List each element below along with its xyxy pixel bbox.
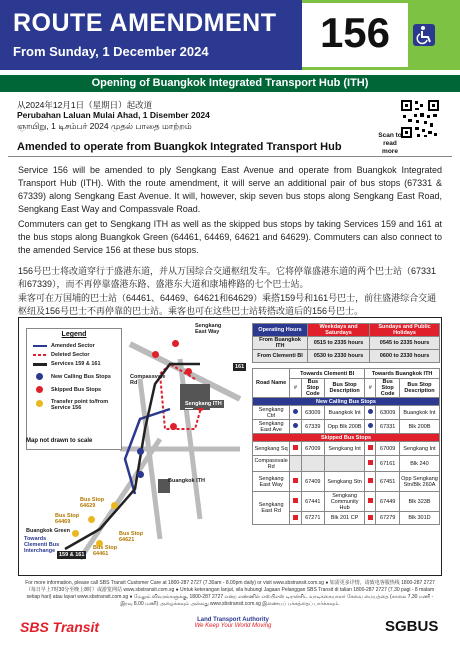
skip-r1-code-a [301,456,325,472]
stops-col-hash-a: # [290,379,301,398]
skip-r0-code-b: 67009 [376,442,400,456]
new-r0-desc-a: Buangkok Int [325,406,365,420]
bus-stop-icon [293,409,298,414]
label-stop-64469: Bus Stop 64469 [55,513,80,525]
hours-r0-c1: 0515 to 2335 hours [308,337,370,350]
skipped-stops-section: Skipped Bus Stops [253,434,440,442]
scale-note: Map not drawn to scale [26,438,93,444]
stops-col-code-b: Bus Stop Code [376,379,400,398]
page-title: ROUTE AMENDMENT [13,9,277,37]
legend-new-stops: New Calling Bus Stops [51,374,111,380]
bus-stop-icon [368,423,373,428]
hours-head-1: Weekdays and Saturdays [308,324,370,337]
skipped-stop-marker [152,351,159,358]
bus-stop-icon [293,515,298,520]
lta-logo [188,617,278,629]
skip-r2-desc-a: Sengkang Stn [325,472,365,492]
new-r0-code-a: 63009 [301,406,325,420]
skip-r3-code-b: 67449 [376,492,400,512]
header [0,0,460,70]
new-stops-section: New Calling Bus Stops [253,398,440,406]
new-r1-code-a: 67339 [301,420,325,434]
english-paragraph-2: Commuters can get to Sengkang ITH as well as the skipped bus stops by taking Services 159 and 161 at the bus stops along Buangkok Green (64461, 64469, 64621 and 64629). Commuters can also connect to the amended Service 156 at these bus stops. [18,219,442,255]
hours-r1-c1: 0530 to 2330 hours [308,350,370,363]
header-title-panel [0,0,302,70]
tamil-date-line: ஞாயிறு, 1 டிசம்பர் 2024 முதல் பாதை மாற்றம் [17,121,192,131]
skip-r0-desc-b: Sengkang Int [399,442,439,456]
hours-r1-c0: From Clementi BI [253,350,308,363]
amendment-headline: Amended to operate from Buangkok Integrated Transport Hub [17,141,342,153]
bus-stop-icon [368,409,373,414]
service-number-box [302,0,408,70]
stops-col-desc-b: Bus Stop Description [399,379,439,398]
hours-r0-c2: 0545 to 2335 hours [370,337,440,350]
sgbus-logo-text: SGBUS [385,618,439,635]
chinese-paragraph-2: 乘客可在万国埔的巴士站（64461、64469、64621和64629）乘搭159号和161号巴士，前往盛港综合交通枢纽及156号巴士不再停靠的巴士站。乘客也可在这些巴士站转搭改道后的156号巴士。 [18,293,437,316]
legend-amended: Amended Sector [51,343,95,349]
table-row [253,406,440,420]
legend-transfer: Transfer point to/from Service 156 [51,399,109,411]
operating-hours-table [252,323,440,363]
effective-date: From Sunday, 1 December 2024 [13,44,209,59]
hours-head-0: Operating Hours [253,324,308,337]
sbs-logo-text: SBS Transit [20,619,100,635]
skip-r2-road: Sengkang East Way [253,472,290,492]
badge-159-161: 159 & 161 [59,552,85,558]
stops-col-hash-b: # [365,379,376,398]
label-buangkok-green: Buangkok Green [26,528,71,534]
label-stop-64461: Bus Stop 64461 [93,545,118,557]
skip-r0-road: Sengkang Sq [253,442,290,456]
malay-date-line: Perubahan Laluan Mulai Ahad, 1 Disember 2024 [17,110,210,120]
skip-r1-road: Compassvale Rd [254,457,288,470]
stops-col-desc-a: Bus Stop Description [325,379,365,398]
opening-banner: Opening of Buangkok Integrated Transport Hub (ITH) [0,75,460,92]
skip-r2-code-b: 67451 [376,472,400,492]
bus-stop-icon [368,460,373,465]
legend-deleted: Deleted Sector [51,352,90,358]
label-sengkang-east-way: Sengkang East Way [195,323,222,335]
transfer-point-marker [88,516,95,523]
skip-r3-desc-a: Sengkang Community Hub [325,492,365,512]
new-r1-desc-b: Blk 200B [399,420,439,434]
contact-info: For more information, please call SBS Transit Customer Care at 1800-287 2727 (7.30am - 8.00pm daily) or visit www.sbstransit.com.sg ● 如需更多详情，请致电客服热线 1800-287 2727 （每日早上7时30分至晚上8时）或游览网站 www.sbstransit.com.sg ● Untuk keterangan lanjut, sila hubungi Jagaan Pelanggan SBS Transit di talian 1800-287 2727 (7.30 pagi - 8 malam setiap hari) atau layari www.sbstransit.com.sg ● மேலும் விவரங்களுக்கு, 1800-287 2727 என்ற எண்ணில் எஸ்பிஎஸ் டிரான்சிட் வாடிக்கையாளர் சேவை மையத்தை (காலை 7.30 மணி - இரவு 8.00 மணி) அழைக்கவும் அல்லது www.sbstransit.com.sg இணையப் பக்கத்தைப் பார்க்கவும். [25,580,435,607]
skip-r3-desc-b: Blk 323B [399,492,439,512]
divider [8,156,452,157]
new-r1-code-b: 67331 [376,420,400,434]
lta-name: Land Transport Authority [197,617,269,623]
skip-r0-code-a: 67009 [301,442,325,456]
bus-stop-icon [368,515,373,520]
label-compassvale: Compassvale Rd [130,374,166,386]
legend-skipped-stops: Skipped Bus Stops [51,387,102,393]
stops-col-code-a: Bus Stop Code [301,379,325,398]
label-sengkang-ith: Sengkang ITH [185,401,222,407]
skip-r4-desc-b: Blk 301D [399,512,439,525]
hours-r0-c0: From Buangkok ITH [253,337,308,350]
towards-buangkok-head: Towards Buangkok ITH [365,369,440,379]
towards-clementi-head: Towards Clementi BI [290,369,365,379]
legend-swatch-services [33,363,47,366]
skipped-stop-marker [185,368,192,375]
bus-stop-icon [293,445,298,450]
table-row [253,456,440,472]
chinese-paragraph-1: 156号巴士将改道穿行于盛港东道，并从万国综合交通枢纽发车。它将停靠盛港东道的两个巴士站（67331和67339），而不再停靠盛港东路、盛港东大道和康埔桦路的七个巴士站。 [18,266,437,289]
legend-swatch-amended [33,345,47,347]
wheelchair-icon [413,24,435,46]
table-row [253,492,440,512]
sgbus-logo [385,618,438,635]
skipped-stop-marker [172,340,179,347]
stops-col-road: Road Name [253,369,290,398]
skip-r2-desc-b: Opp Sengkang Stn/Blk 260A [399,472,439,492]
new-r1-road: Sengkang East Ave [253,420,290,434]
new-stop-marker [137,471,144,478]
skip-r0-desc-a: Sengkang Int [325,442,365,456]
skip-r3-code-a: 67441 [301,492,325,512]
english-paragraph-1: Service 156 will be amended to ply Sengkang East Avenue and operate from Buangkok Integrated Transport Hub (ITH). With the route amendment, it will serve an additional pair of bus stops (67331 & 67339) along Sengkang East Avenue. It will, however, skip seven bus stops along Sengkang East Road, Sengkang East Way and Compassvale Road. [18,165,442,214]
skip-r4-code-b: 67279 [376,512,400,525]
skip-r4-desc-a: Blk 201 CP [325,512,365,525]
bus-stop-icon [293,423,298,428]
skip-r1-code-b: 67161 [376,456,400,472]
label-stop-64621: Bus Stop 64621 [119,531,144,543]
sbs-transit-logo [20,619,99,635]
map-legend [26,328,122,450]
lta-tagline: We Keep Your World Moving [194,623,272,629]
skip-r3-road: Sengkang East Rd [253,492,290,525]
skip-r1-desc-b: Blk 240 [399,456,439,472]
bus-stops-table [252,368,440,525]
badge-161: 161 [235,364,245,370]
table-row [253,420,440,434]
transfer-point-marker [72,530,79,537]
bus-stop-icon [368,478,373,483]
new-r0-road: Sengkang Ctrl [253,406,290,420]
legend-swatch-deleted [33,354,47,356]
bus-stop-icon [368,498,373,503]
table-row [253,442,440,456]
skipped-stop-marker [170,423,177,430]
new-stop-marker [137,448,144,455]
scan-label: Scan to read more [378,132,402,155]
legend-services: Services 159 & 161 [51,361,101,367]
label-stop-64629: Bus Stop 64629 [80,497,105,509]
legend-title: Legend [61,331,87,338]
chinese-date-line: 从2024年12月1日（星期日）起改道 [17,100,153,110]
new-r0-code-b: 63009 [376,406,400,420]
new-r0-desc-b: Buangkok Int [399,406,439,420]
hours-head-2: Sundays and Public Holidays [370,324,440,337]
legend-transfer-icon [36,400,43,407]
skip-r4-code-a: 67271 [301,512,325,525]
transfer-point-marker [111,502,118,509]
label-towards-clementi: Towards Clementi Bus Interchange [24,536,60,554]
bus-stop-icon [293,478,298,483]
new-r1-desc-a: Opp Blk 200B [325,420,365,434]
legend-skipped-stop-icon [36,386,43,393]
label-buangkok-ith: Buangkok ITH [168,478,205,484]
skip-r1-desc-a [325,456,365,472]
service-number: 156 [319,9,391,56]
skip-r2-code-a: 67409 [301,472,325,492]
table-row [253,472,440,492]
legend-new-stop-icon [36,373,43,380]
bus-stop-icon [293,498,298,503]
bus-stop-icon [368,445,373,450]
qr-code[interactable] [400,99,440,139]
hours-r1-c2: 0600 to 2330 hours [370,350,440,363]
